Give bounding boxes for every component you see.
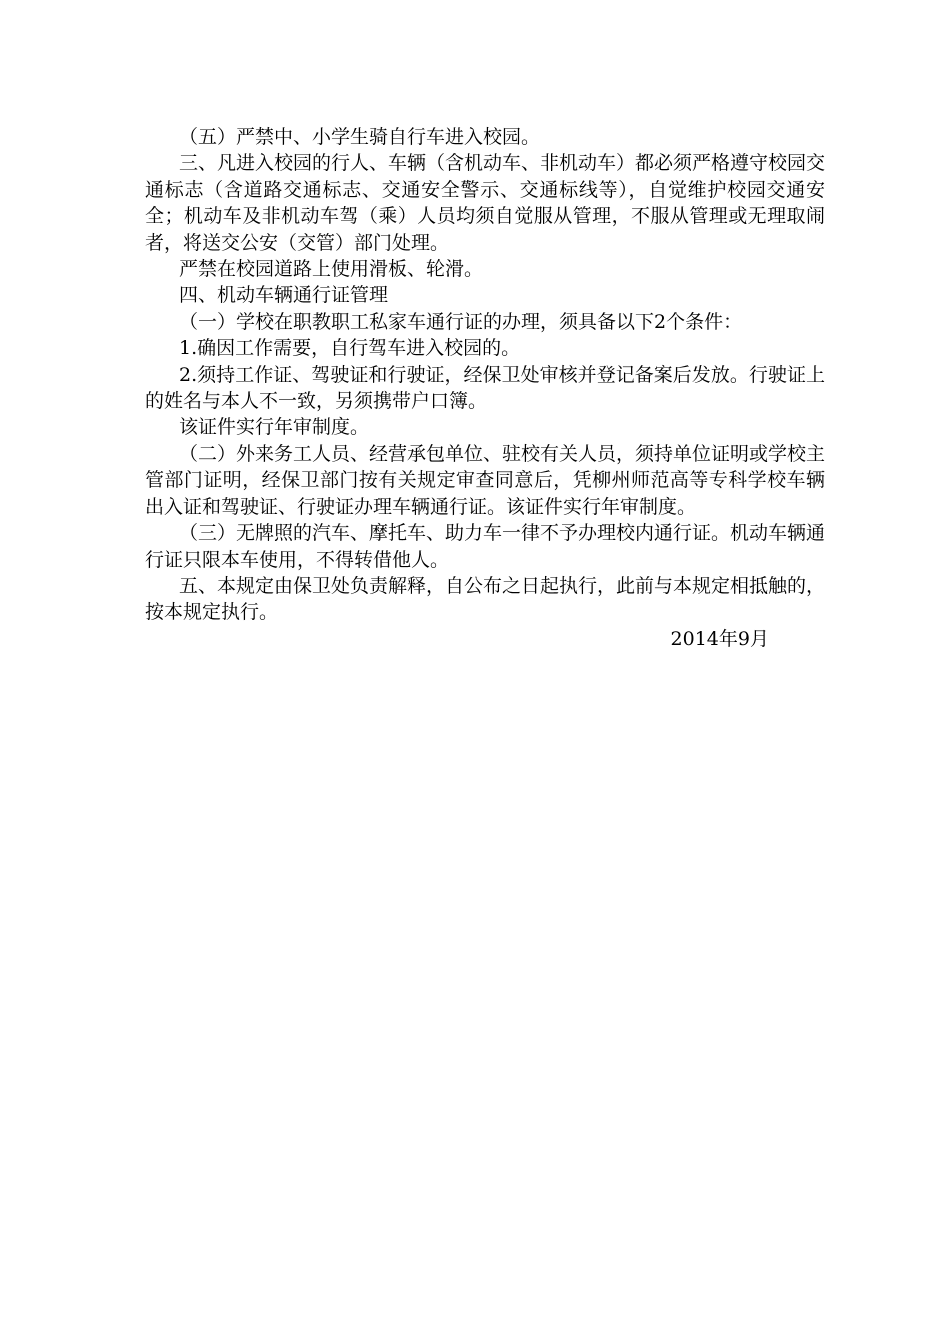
paragraph-primary-school-bike-ban: （五）严禁中、小学生骑自行车进入校园。 — [179, 126, 541, 148]
paragraph-condition-1: 1.确因工作需要，自行驾车进入校园的。 — [179, 337, 521, 360]
document-date: 2014年9月 — [670, 627, 769, 650]
paragraph-interpretation: 五、本规定由保卫处负责解释，自公布之日起执行，此前与本规定相抵触的，按本规定执行。 — [145, 574, 826, 624]
document-body — [145, 124, 825, 652]
paragraph-skateboard-ban: 严禁在校园道路上使用滑板、轮滑。 — [179, 258, 484, 281]
section-heading-vehicle-pass: 四、机动车辆通行证管理 — [179, 284, 389, 307]
paragraph-annual-review: 该证件实行年审制度。 — [179, 416, 370, 439]
paragraph-condition-2: 2.须持工作证、驾驶证和行驶证，经保卫处审核并登记备案后发放。行驶证上的姓名与本人不一致，另须携带户口簿。 — [145, 363, 825, 413]
paragraph-external-personnel: （二）外来务工人员、经营承包单位、驻校有关人员，须持单位证明或学校主管部门证明，经保卫部门按有关规定审查同意后，凭柳州师范高等专科学校车辆出入证和驾驶证、行驶证办理车辆通行证。该证件实行年审制度。 — [145, 442, 826, 518]
paragraph-traffic-rules: 三、凡进入校园的行人、车辆（含机动车、非机动车）都必须严格遵守校园交通标志（含道路交通标志、交通安全警示、交通标线等），自觉维护校园交通安全；机动车及非机动车驾（乘）人员均须自觉服从管理，不服从管理或无理取闹者，将送交公安（交管）部门处理。 — [145, 152, 826, 254]
paragraph-staff-pass-conditions: （一）学校在职教职工私家车通行证的办理，须具备以下2个条件： — [179, 310, 743, 333]
paragraph-unlicensed-vehicles: （三）无牌照的汽车、摩托车、助力车一律不予办理校内通行证。机动车辆通行证只限本车使用，不得转借他人。 — [145, 522, 826, 571]
